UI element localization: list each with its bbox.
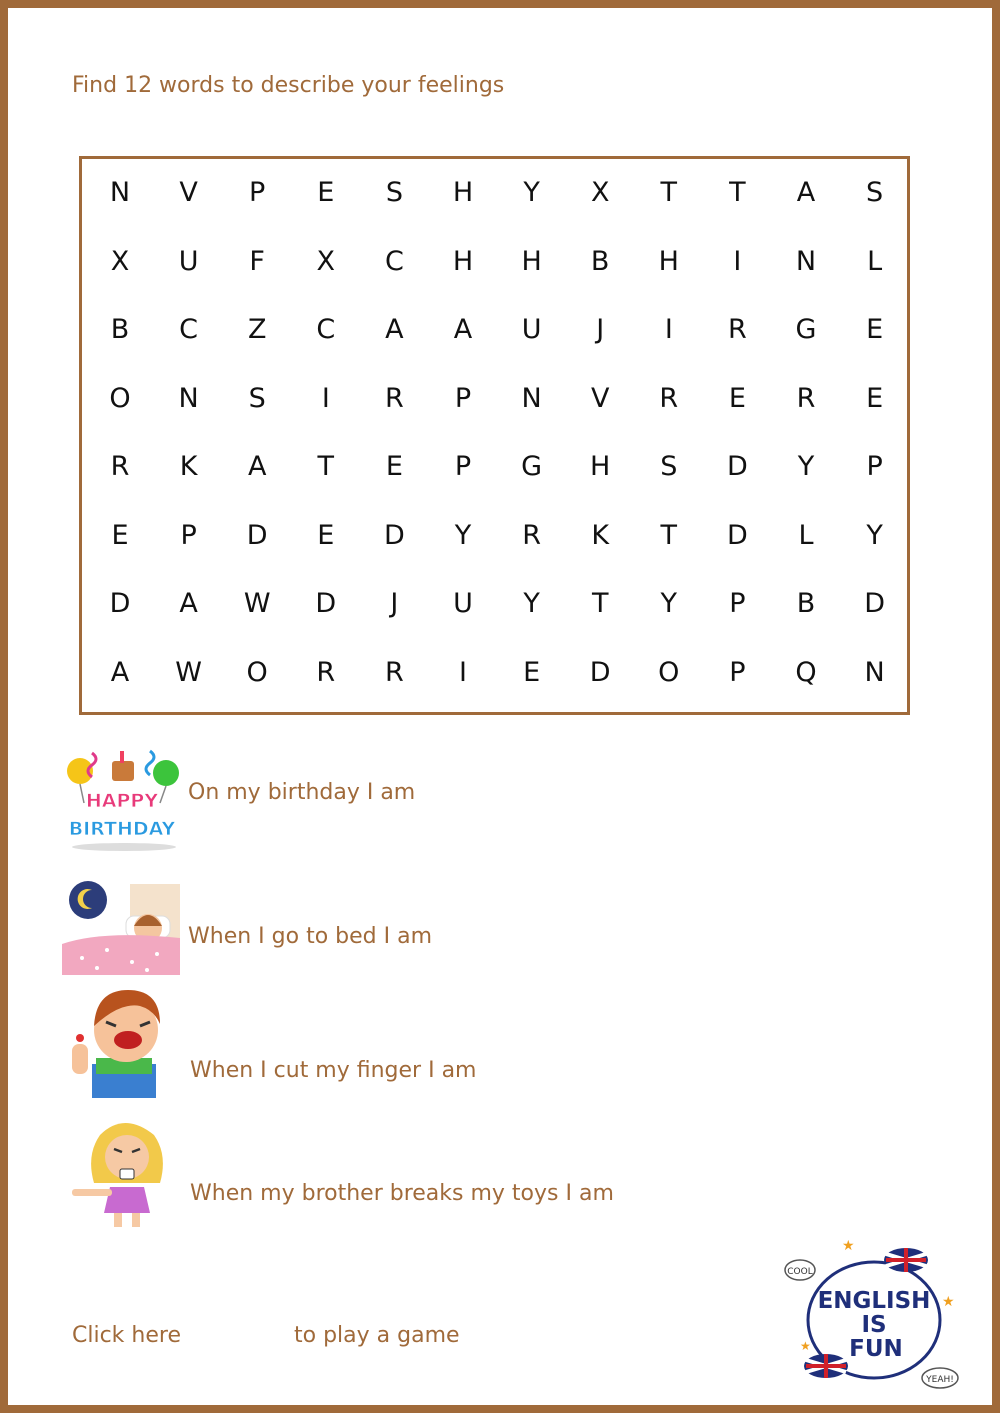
grid-letter[interactable]: Y [797,451,815,482]
grid-letter[interactable]: S [866,177,884,208]
grid-letter[interactable]: H [452,245,474,277]
grid-letter[interactable]: T [591,588,609,619]
grid-letter[interactable]: Z [247,314,267,345]
grid-letter[interactable]: U [521,314,542,345]
sentence-bed: When I go to bed I am [188,924,432,949]
sentence-birthday: On my birthday I am [188,780,416,805]
grid-letter[interactable]: H [658,245,679,277]
svg-text:HAPPY: HAPPY [85,790,159,812]
grid-letter[interactable]: C [384,245,404,277]
star-icon-3: ★ [800,1339,811,1353]
grid-letter[interactable]: T [729,177,746,208]
grid-letter[interactable]: R [796,382,816,414]
grid-letter[interactable]: P [454,382,472,414]
grid-letter[interactable]: T [660,519,678,551]
grid-letter[interactable]: A [110,656,130,688]
logo-bubble-cool: COOL [787,1267,813,1277]
grid-letter[interactable]: D [109,588,131,619]
grid-letter[interactable]: G [521,451,543,482]
grid-letter[interactable]: E [111,519,129,551]
grid-letter[interactable]: E [523,656,541,688]
grid-letter[interactable]: I [664,314,673,345]
grid-letter[interactable]: D [589,656,611,688]
grid-letter[interactable]: H [452,177,474,208]
uk-flag-icon [884,1248,928,1272]
crying-boy-image [66,988,180,1098]
grid-letter[interactable]: I [321,382,330,414]
grid-letter[interactable]: N [795,245,817,277]
grid-letter[interactable]: A [453,314,473,345]
play-game-text: to play a game [294,1323,460,1348]
grid-letter[interactable]: E [317,519,335,551]
svg-text:BIRTHDAY: BIRTHDAY [68,818,176,840]
grid-letter[interactable]: P [249,177,266,208]
grid-letter[interactable]: W [243,588,271,619]
grid-letter[interactable]: P [454,451,472,482]
star-icon: ★ [842,1240,855,1254]
grid-letter[interactable]: B [796,588,816,619]
star-icon-2: ★ [942,1294,955,1310]
grid-letter[interactable]: E [866,382,884,414]
grid-letter[interactable]: I [733,245,742,277]
logo-line-2: IS [861,1312,887,1338]
grid-letter[interactable]: J [596,314,605,345]
grid-letter[interactable]: K [591,519,610,551]
grid-letter[interactable]: B [110,314,130,345]
grid-letter[interactable]: D [726,519,748,551]
grid-letter[interactable]: E [317,177,335,208]
grid-letter[interactable]: X [316,245,336,277]
grid-letter[interactable]: P [729,588,746,619]
grid-letter[interactable]: E [866,314,884,345]
grid-letter[interactable]: R [728,314,747,345]
happy-birthday-image [62,743,182,855]
grid-letter[interactable]: V [590,382,610,414]
grid-letter[interactable]: P [180,519,197,551]
grid-letter[interactable]: O [246,656,268,688]
grid-letter[interactable]: P [729,656,746,688]
grid-letter[interactable]: O [109,382,131,414]
grid-letter[interactable]: A [247,451,267,482]
logo-bubble-yeah: YEAH! [926,1375,954,1385]
grid-letter[interactable]: P [866,451,883,482]
grid-letter[interactable]: I [459,656,467,688]
grid-letter[interactable]: Q [795,656,817,688]
grid-letter[interactable]: Y [454,519,472,551]
logo-line-1: ENGLISH [817,1288,931,1314]
grid-letter[interactable]: R [522,519,541,551]
grid-letter[interactable]: T [660,177,678,208]
grid-letter[interactable]: D [246,519,268,551]
grid-letter[interactable]: H [590,451,611,482]
grid-letter[interactable]: Y [866,519,883,551]
english-is-fun-logo [782,1240,966,1390]
sentence-finger: When I cut my finger I am [190,1058,477,1083]
grid-letter[interactable]: R [316,656,336,688]
grid-letter[interactable]: W [175,656,202,688]
grid-letter[interactable]: U [178,245,199,277]
uk-flag-icon-2 [804,1354,848,1378]
grid-letter[interactable]: R [110,451,130,482]
grid-letter[interactable]: L [867,245,883,277]
grid-letter[interactable]: N [178,382,199,414]
angry-girl-image [70,1115,182,1230]
grid-letter[interactable]: R [385,656,404,688]
grid-letter[interactable]: D [315,588,337,619]
grid-letter[interactable]: Y [660,588,678,619]
click-here-link[interactable]: Click here [72,1323,181,1348]
word-search-grid [79,156,910,715]
grid-letter[interactable]: A [385,314,404,345]
grid-letter[interactable]: E [728,382,746,414]
grid-letter[interactable]: Y [523,177,540,208]
grid-letter[interactable]: H [521,245,542,277]
grid-letter[interactable]: S [385,177,403,208]
logo-line-3: FUN [849,1336,903,1362]
grid-letter[interactable]: D [383,519,405,551]
instruction-text: Find 12 words to describe your feelings [72,73,505,98]
grid-letter[interactable]: E [385,451,403,482]
grid-letter[interactable]: A [796,177,816,208]
grid-letter[interactable]: D [726,451,748,482]
grid-letter[interactable]: O [658,656,680,688]
grid-letter[interactable]: K [179,451,198,482]
grid-letter[interactable]: L [798,519,814,551]
sleeping-girl-image [62,880,180,975]
grid-letter[interactable]: V [179,177,198,208]
grid-letter[interactable]: T [317,451,335,482]
grid-letter[interactable]: N [521,382,542,414]
grid-letter[interactable]: R [659,382,679,414]
sentence-brother: When my brother breaks my toys I am [190,1181,614,1206]
grid-letter[interactable]: D [864,588,885,619]
grid-letter[interactable]: U [453,588,473,619]
grid-letter[interactable]: C [179,314,199,345]
grid-letter[interactable]: G [795,314,817,345]
grid-letter[interactable]: Y [523,588,540,619]
grid-letter[interactable]: C [316,314,336,345]
grid-letter[interactable]: A [179,588,198,619]
grid-letter[interactable]: B [590,245,610,277]
grid-letter[interactable]: X [110,245,130,277]
grid-letter[interactable]: J [390,588,399,619]
grid-letter[interactable]: X [590,177,610,208]
grid-letter[interactable]: R [385,382,404,414]
grid-letter[interactable]: N [864,656,885,688]
grid-letter[interactable]: N [109,177,131,208]
grid-letter[interactable]: F [249,245,265,277]
grid-letter[interactable]: S [248,382,266,414]
grid-letter[interactable]: S [660,451,678,482]
